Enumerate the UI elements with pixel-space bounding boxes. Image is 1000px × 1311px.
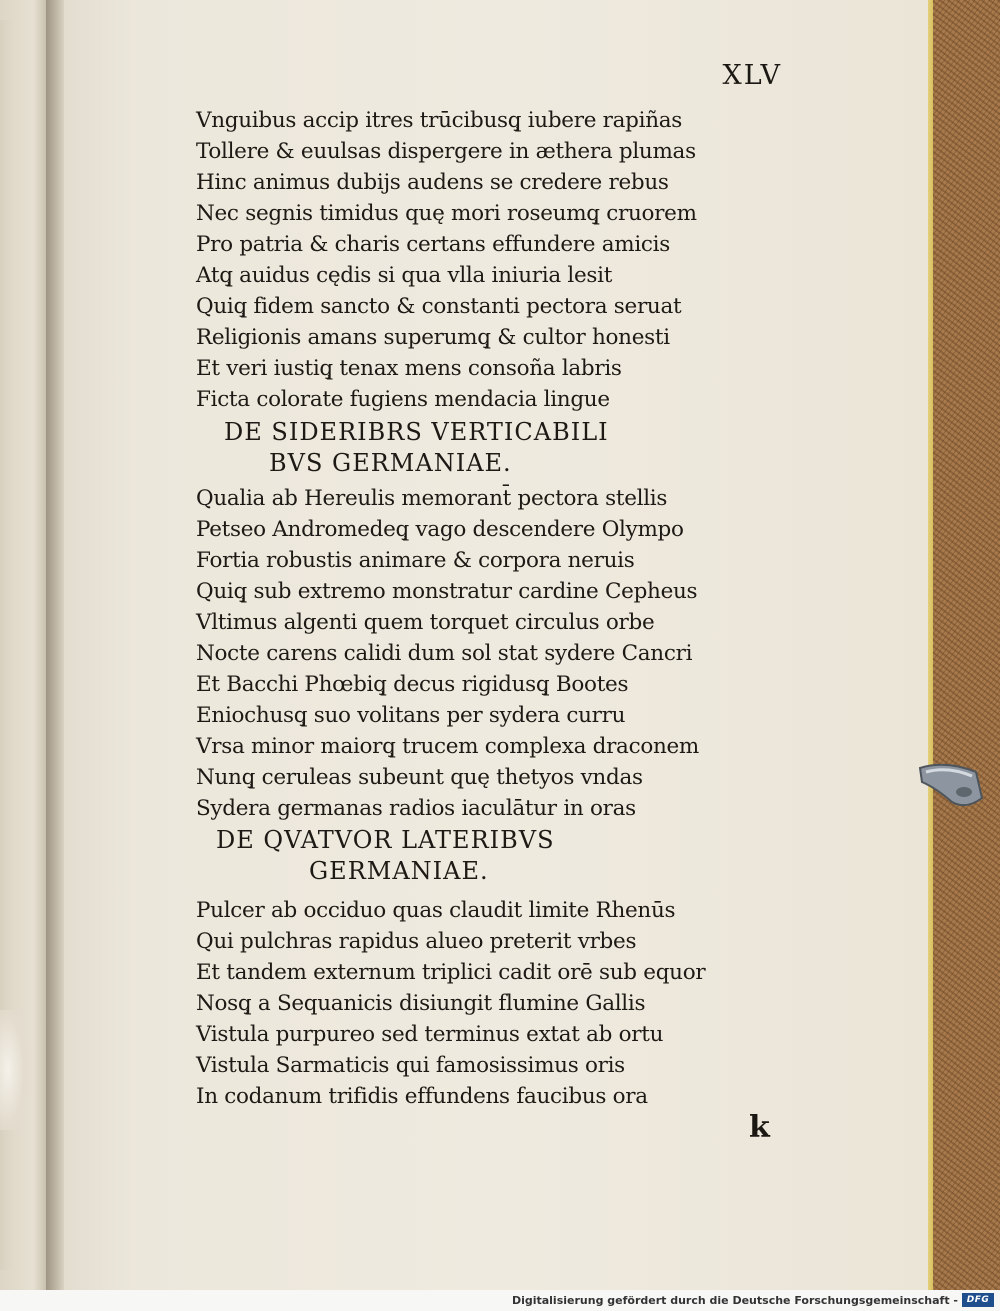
- folio-number: XLV: [722, 60, 782, 91]
- verse-line: Vistula Sarmaticis qui famosissimus oris: [196, 1053, 625, 1078]
- verse-line: Petseo Andromedeq̧ vago descendere Olympo: [196, 517, 684, 542]
- verse-line: Nunq̧ ceruleas subeunt quę thetyos vndas: [196, 765, 643, 790]
- paper-stain: [0, 1010, 26, 1130]
- section-heading: GERMANIAE.: [309, 857, 489, 885]
- verse-line: Vnguibus accip itres trūcibusq̧ iubere rapiñas: [196, 108, 682, 133]
- verse-line: Nec segnis timidus quę mori roseumq̧ cruorem: [196, 201, 697, 226]
- verse-line: Sydera germanas radios iaculātur in oras: [196, 796, 636, 821]
- footer-bar: [0, 1290, 1000, 1311]
- verse-line: Fortia robustis animare & corpora neruis: [196, 548, 635, 573]
- funding-credit: Digitalisierung gefördert durch die Deutsche Forschungsgemeinschaft -: [511, 1294, 958, 1307]
- verse-line: Et tandem externum triplici cadit orē sub equor: [196, 960, 706, 985]
- section-heading: DE SIDERIBRS VERTICABILI: [224, 418, 609, 446]
- previous-page: [0, 0, 48, 1290]
- page-clip-icon: [916, 758, 986, 816]
- section-heading: BVS GERMANIAE.: [269, 449, 512, 477]
- verse-line: Tollere & euulsas dispergere in æthera plumas: [196, 139, 696, 164]
- verse-line: Vistula purpureo sed terminus extat ab ortu: [196, 1022, 664, 1047]
- verse-line: Nosq̧ a Sequanicis disiungit flumine Gallis: [196, 991, 646, 1016]
- verse-line: Qui pulchras rapidus alueo preterit vrbes: [196, 929, 637, 954]
- verse-line: Pulcer ab occiduo quas claudit limite Rhenūs: [196, 898, 676, 923]
- verse-line: In codanum trifidis effundens faucibus ora: [196, 1084, 648, 1109]
- section-heading: DE QVATVOR LATERIBVS: [216, 826, 555, 854]
- verse-line: Nocte carens calidi dum sol stat sydere Cancri: [196, 641, 693, 666]
- verse-line: Quiq̧ sub extremo monstratur cardine Cepheus: [196, 579, 698, 604]
- verse-line: Vrsa minor maiorq̧ trucem complexa draconem: [196, 734, 700, 759]
- verse-line: Eniochusq̧ suo volitans per sydera curru: [196, 703, 626, 728]
- verse-line: Hinc animus dubijs audens se credere rebus: [196, 170, 669, 195]
- book-cover: [930, 0, 1000, 1290]
- verse-line: Et Bacchi Phœbiq̧ decus rigidusq̧ Bootes: [196, 672, 629, 697]
- verse-line: Ficta colorate fugiens mendacia lingue: [196, 387, 610, 412]
- verse-line: Atq̧ auidus cędis si qua vlla iniuria lesit: [196, 263, 613, 288]
- signature-mark: k: [749, 1110, 770, 1145]
- verse-line: Religionis amans superumq̧ & cultor honesti: [196, 325, 670, 350]
- dfg-logo-icon: DFG: [962, 1293, 994, 1307]
- verse-line: Qualia ab Hereulis memorant̄ pectora stellis: [196, 486, 668, 511]
- verse-line: Vltimus algenti quem torquet circulus orbe: [196, 610, 655, 635]
- book-page: [64, 0, 928, 1290]
- verse-line: Quiq̧ fidem sancto & constanti pectora seruat: [196, 294, 682, 319]
- verse-line: Pro patria & charis certans effundere amicis: [196, 232, 670, 257]
- verse-line: Et veri iustiq̧ tenax mens consoña labris: [196, 356, 622, 381]
